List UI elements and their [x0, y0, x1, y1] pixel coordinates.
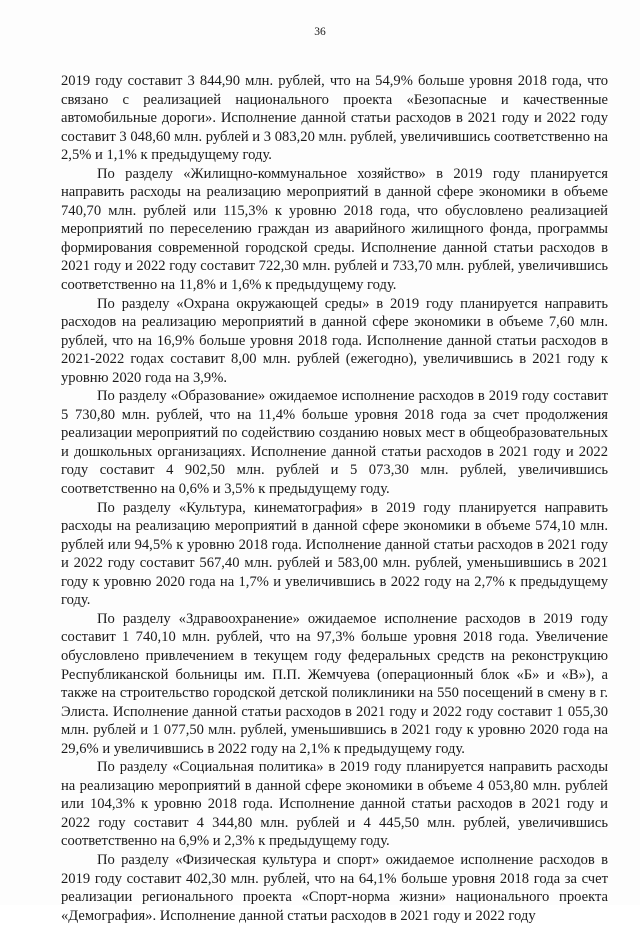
- paragraph-roads-continuation: 2019 году составит 3 844,90 млн. рублей, что на 54,9% больше уровня 2018 года, что связано с реализацией национального проекта «Безопасные и качественные автомобильные дороги». Исполнение данной статьи расходов в 2021 году и 2022 году составит 3 048,60 млн. рублей и 3 083,20 млн. рублей, увеличившись соответственно на 2,5% и 1,1% к предыдущему году.: [61, 73, 608, 164]
- paragraph-culture: По разделу «Культура, кинематография» в 2019 году планируется направить расходы на реализацию мероприятий в данной сфере экономики в объеме 574,10 млн. рублей или 94,5% к уровню 2018 года. Исполнение данной статьи расходов в 2021 году и 2022 году составит 567,40 млн. рублей и 583,00 млн. рублей, уменьшившись в 2021 году к уровню 2020 года на 1,7% и увеличившись в 2022 году на 2,7% к предыдущему году.: [61, 499, 608, 609]
- paragraph-sport: По разделу «Физическая культура и спорт» ожидаемое исполнение расходов в 2019 году составит 402,30 млн. рублей, что на 64,1% больше уровня 2018 года за счет реализации регионального проекта «Спорт-норма жизни» национального проекта «Демография». Исполнение данной статьи расходов в 2021 году и 2022 году: [61, 851, 608, 924]
- paragraph-healthcare: По разделу «Здравоохранение» ожидаемое исполнение расходов в 2019 году составит 1 740,10 млн. рублей, что на 97,3% больше уровня 2018 года. Увеличение обусловлено привлечением в текущем году федеральных средств на реконструкцию Республиканской больницы им. П.П. Жемчуева (операционный блок «Б» и «В»), а также на строительство городской детской поликлиники на 550 посещений в смену в г. Элиста. Исполнение данной статьи расходов в 2021 году и 2022 году составит 1 055,30 млн. рублей и 1 077,50 млн. рублей, уменьшившись в 2021 году к уровню 2020 года на 29,6% и увеличившись в 2022 году на 2,1% к предыдущему году.: [61, 610, 608, 757]
- page-number: 36: [314, 26, 326, 38]
- body-text: [61, 72, 608, 925]
- paragraph-education: По разделу «Образование» ожидаемое исполнение расходов в 2019 году составит 5 730,80 млн. рублей, что на 11,4% больше уровня 2018 года за счет продолжения реализации мероприятий по содействию созданию новых мест в общеобразовательных и дошкольных организациях. Исполнение данной статьи расходов в 2021 году и 2022 году составит 4 902,50 млн. рублей и 5 073,30 млн. рублей, увеличившись соответственно на 0,6% и 3,5% к предыдущему году.: [61, 388, 608, 498]
- paragraph-housing-utilities: По разделу «Жилищно-коммунальное хозяйство» в 2019 году планируется направить расходы на реализацию мероприятий в данной сфере экономики в объеме 740,70 млн. рублей или 115,3% к уровню 2018 года, что обусловлено реализацией мероприятий по переселению граждан из аварийного жилищного фонда, программы формирования современной городской среды. Исполнение данной статьи расходов в 2021 году и 2022 году составит 722,30 млн. рублей и 733,70 млн. рублей, увеличившись соответственно на 11,8% и 1,6% к предыдущему году.: [61, 165, 608, 294]
- paragraph-environment: По разделу «Охрана окружающей среды» в 2019 году планируется направить расходов на реализацию мероприятий в данной сфере экономики в объеме 7,60 млн. рублей, что на 16,9% больше уровня 2018 года. Исполнение данной статьи расходов в 2021-2022 годах составит 8,00 млн. рублей (ежегодно), увеличившись в 2021 году к уровню 2020 года на 3,9%.: [61, 295, 608, 386]
- paragraph-social-policy: По разделу «Социальная политика» в 2019 году планируется направить расходы на реализацию мероприятий в данной сфере экономики в объеме 4 053,80 млн. рублей или 104,3% к уровню 2018 года. Исполнение данной статьи расходов в 2021 году и 2022 году составит 4 344,80 млн. рублей и 4 445,50 млн. рублей, увеличившись соответственно на 6,9% и 2,3% к предыдущему году.: [61, 759, 608, 850]
